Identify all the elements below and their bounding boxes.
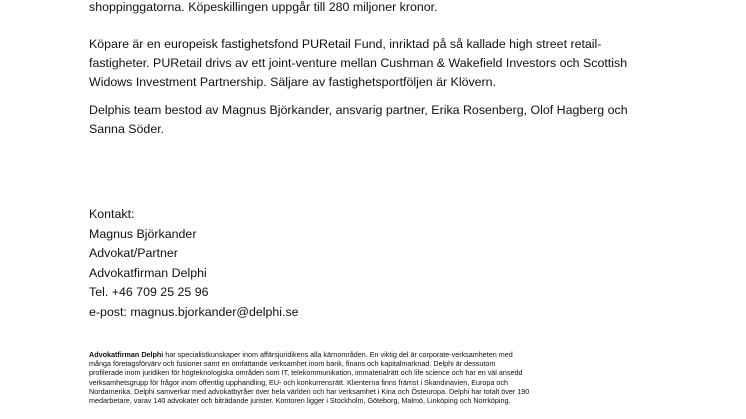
paragraph-team bbox=[89, 101, 649, 139]
text-line: Köpare är en europeisk fastighetsfond PURetail Fund, inriktad på så kallade high street retail- bbox=[89, 37, 602, 51]
contact-firm: Advokatfirman Delphi bbox=[89, 265, 207, 280]
footer-firm-name: Advokatfirman Delphi bbox=[89, 350, 164, 359]
text-line: shoppinggatorna. Köpeskillingen uppgår till 280 miljoner kronor. bbox=[89, 0, 438, 14]
contact-email[interactable]: e-post: magnus.bjorkander@delphi.se bbox=[89, 304, 299, 319]
contact-heading: Kontakt: bbox=[89, 207, 135, 221]
footer-line: Nordamerika. Delphi samverkar med advokatbyråer över hela världen och har verksamhet i Kina och Östeuropa. Delphi har totalt över 190 bbox=[89, 386, 530, 396]
footer-line: många företagsförvärv och fusioner samt en omfattande verksamhet inom bank, finans och kapitalmarknad. Delphi är dessutom bbox=[89, 359, 496, 369]
footer-line: verksamhetsgrupp för frågor inom offentlig upphandling, EU- och konkurrensrätt. Klienterna finns främst i Skandinavien, Europa och bbox=[89, 377, 508, 387]
contact-phone: Tel. +46 709 25 25 96 bbox=[89, 285, 209, 299]
text-line: Widows Investment Partnership. Säljare av fastighetsportföljen är Klövern. bbox=[89, 75, 497, 89]
contact-block bbox=[89, 205, 649, 322]
footer-line: profilerade inom juridiken för högteknologiska områden som IT, telekommunikation, immaterialrätt och life science och har en väl ansedd bbox=[89, 368, 523, 378]
contact-name: Magnus Björkander bbox=[89, 226, 197, 241]
firm-boilerplate bbox=[89, 350, 664, 405]
contact-role: Advokat/Partner bbox=[89, 246, 178, 260]
text-line: Sanna Söder. bbox=[89, 122, 165, 136]
paragraph-buyer bbox=[89, 35, 649, 92]
paragraph-intro-end bbox=[89, 0, 649, 17]
footer-line: medarbetare, varav 140 advokater och biträdande jurister. Kontoren ligger i Stockholm, Göteborg, Malmö, Linköping och Norrköping. bbox=[89, 396, 511, 406]
text-line: Delphis team bestod av Magnus Björkander, ansvarig partner, Erika Rosenberg, Olof Hagberg och bbox=[89, 103, 628, 117]
text-line: fastigheter. PURetail drivs av ett joint-venture mellan Cushman & Wakefield Investors och Scottish bbox=[89, 56, 628, 70]
footer-line bbox=[89, 350, 664, 359]
footer-first-line-rest: har specialistkunskaper inom affärsjuridikens alla kärnområden. En viktig del är corporate-verksamheten med bbox=[163, 350, 513, 359]
